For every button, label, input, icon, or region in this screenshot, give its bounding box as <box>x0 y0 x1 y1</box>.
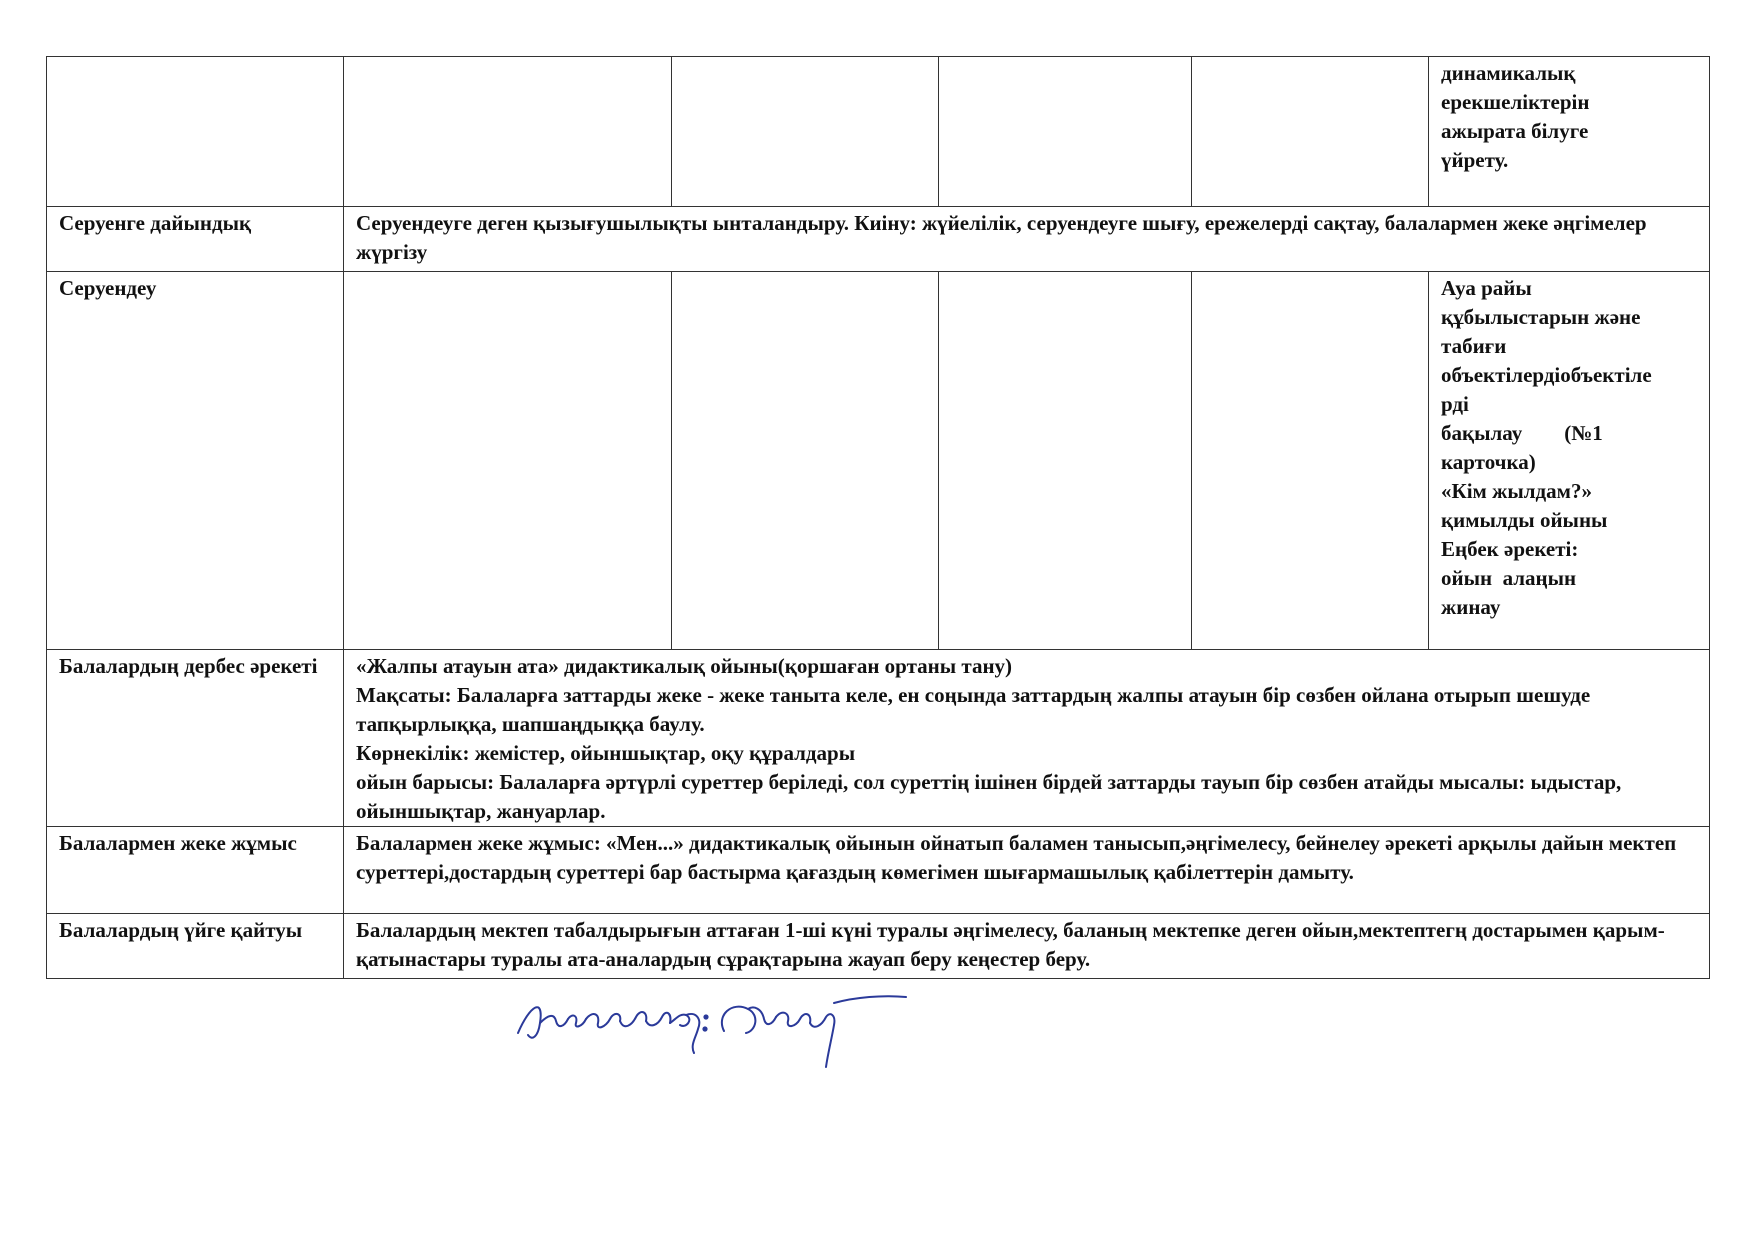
row-label-independent-activity: Балалардың дербес әрекеті <box>47 650 344 827</box>
cell-line: қимылды ойыны <box>1441 508 1608 532</box>
row-label-individual-work: Балалармен жеке жұмыс <box>47 827 344 914</box>
cell-line: бақылау (№1 <box>1441 421 1603 445</box>
cell-line: динамикалық <box>1441 61 1576 85</box>
table-cell-empty <box>672 272 939 650</box>
walk-preparation-text: Серуендеуге деген қызығушылықты ынталандыру. Киіну: жүйелілік, серуендеуге шығу, ережелерді сақтау, балалармен жеке әңгімелер жүргізу <box>344 207 1710 272</box>
cell-line: табиғи <box>1441 334 1507 358</box>
table-cell-empty <box>672 57 939 207</box>
cell-line: ерекшеліктерін <box>1441 90 1590 114</box>
table-cell-empty <box>1192 57 1429 207</box>
cell-line: жинау <box>1441 595 1501 619</box>
table-row <box>47 57 1710 207</box>
cell-line: «Кім жылдам?» <box>1441 479 1592 503</box>
cell-line: Мақсаты: Балаларға заттарды жеке - жеке таныта келе, ен соңында заттардың жалпы атауын бір сөзбен ойлана отырып шешуде тапқырлыққа, шапшаңдыққа баулу. <box>356 683 1591 736</box>
table-cell-empty <box>344 272 672 650</box>
independent-activity-cell <box>344 650 1710 827</box>
handwritten-signature <box>510 975 950 1085</box>
cell-line: үйрету. <box>1441 148 1509 172</box>
cell-line: құбылыстарын және <box>1441 305 1641 329</box>
table-cell-goal <box>1429 57 1710 207</box>
cell-line: ажырата білуге <box>1441 119 1589 143</box>
table-cell-empty <box>939 272 1192 650</box>
cell-line: «Жалпы атауын ата» дидактикалық ойыны(қоршаған ортаны тану) <box>356 654 1013 678</box>
cell-line: карточка) <box>1441 450 1536 474</box>
table-cell-empty <box>1192 272 1429 650</box>
table-cell-empty <box>939 57 1192 207</box>
daily-plan-table <box>46 56 1710 979</box>
row-label-empty <box>47 57 344 207</box>
row-label-going-home: Балалардың үйге қайтуы <box>47 914 344 979</box>
plan-table-container <box>46 56 1709 979</box>
cell-line: ойын алаңын <box>1441 566 1577 590</box>
individual-work-text: Балалармен жеке жұмыс: «Мен...» дидактикалық ойынын ойнатып баламен танысып,әңгімелесу, бейнелеу әрекеті арқылы дайын мектеп суреттері,достардың суреттері бар бастырма қағаздың көмегімен шығармашылық қабілеттерін дамыту. <box>344 827 1710 914</box>
table-row <box>47 207 1710 272</box>
cell-line: объектілердіобъектіле <box>1441 363 1652 387</box>
cell-line: Ауа райы <box>1441 276 1532 300</box>
table-cell-empty <box>344 57 672 207</box>
walk-activities-cell <box>1429 272 1710 650</box>
cell-line: Көрнекілік: жемістер, ойыншықтар, оқу құралдары <box>356 741 856 765</box>
row-label-walk: Серуендеу <box>47 272 344 650</box>
cell-line: ойын барысы: Балаларға әртүрлі суреттер беріледі, сол суреттің ішінен бірдей заттарды тауып бір сөзбен атайды мысалы: ыдыстар, ойыншықтар, жануарлар. <box>356 770 1622 823</box>
table-row <box>47 914 1710 979</box>
cell-line: рді <box>1441 392 1469 416</box>
table-row <box>47 272 1710 650</box>
row-label-walk-preparation: Серуенге дайындық <box>47 207 344 272</box>
cell-line: Еңбек әрекеті: <box>1441 537 1579 561</box>
table-row <box>47 650 1710 827</box>
table-row <box>47 827 1710 914</box>
going-home-text: Балалардың мектеп табалдырығын аттаған 1-ші күні туралы әңгімелесу, баланың мектепке деген ойын,мектептегң достарымен қарым-қатынастары туралы ата-аналардың сұрақтарына жауап беру кеңестер беру. <box>344 914 1710 979</box>
